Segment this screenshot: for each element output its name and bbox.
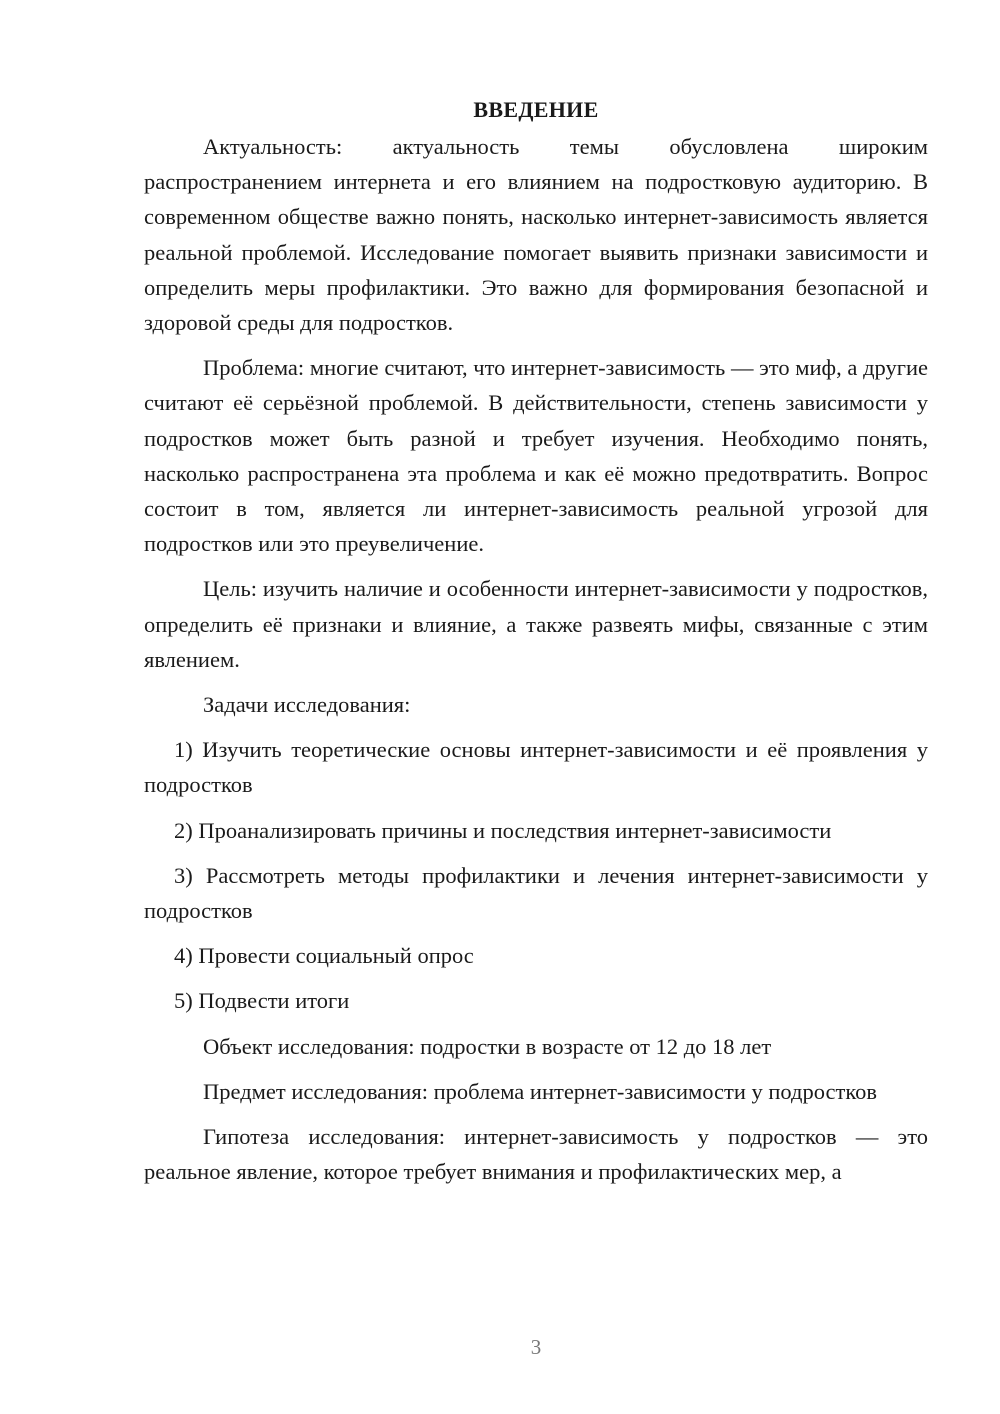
page-number: 3 xyxy=(530,1335,542,1359)
task-item-3: 3) Рассмотреть методы профилактики и лечения интернет-зависимости у подростков xyxy=(144,862,928,924)
paragraph-problem: Проблема: многие считают, что интернет-зависимость — это миф, а другие считают её серьёзной проблемой. В действительности, степень зависимости у подростков может быть разной и требует изучения. Необходимо понять, насколько распространена эта проблема и как её можно предотвратить. Вопрос состоит в том, является ли интернет-зависимость реальной угрозой для подростков или это преувеличение. xyxy=(144,355,928,557)
paragraph-tasks-heading: Задачи исследования: xyxy=(203,692,411,718)
task-item-5: 5) Подвести итоги xyxy=(174,988,350,1014)
paragraph-object: Объект исследования: подростки в возрасте от 12 до 18 лет xyxy=(203,1033,772,1059)
task-item-4: 4) Провести социальный опрос xyxy=(174,943,474,969)
paragraph-subject: Предмет исследования: проблема интернет-зависимости у подростков xyxy=(203,1078,878,1104)
page-content xyxy=(144,92,928,1199)
paragraph-hypothesis: Гипотеза исследования: интернет-зависимость у подростков — это реальное явление, которое требует внимания и профилактических мер, а xyxy=(144,1124,928,1185)
paragraph-relevance: Актуальность: актуальность темы обусловлена широким распространением интернета и его влиянием на подростковую аудиторию. В современном обществе важно понять, насколько интернет-зависимость является реальной проблемой. Исследование помогает выявить признаки зависимости и определить меры профилактики. Это важно для формирования безопасной и здоровой среды для подростков. xyxy=(144,134,928,336)
task-item-1: 1) Изучить теоретические основы интернет-зависимости и её проявления у подростков xyxy=(144,737,928,798)
paragraph-goal: Цель: изучить наличие и особенности интернет-зависимости у подростков, определить её признаки и влияние, а также развеять мифы, связанные с этим явлением. xyxy=(144,576,928,672)
task-item-2: 2) Проанализировать причины и последствия интернет-зависимости xyxy=(174,817,832,843)
section-title: ВВЕДЕНИЕ xyxy=(473,97,599,122)
